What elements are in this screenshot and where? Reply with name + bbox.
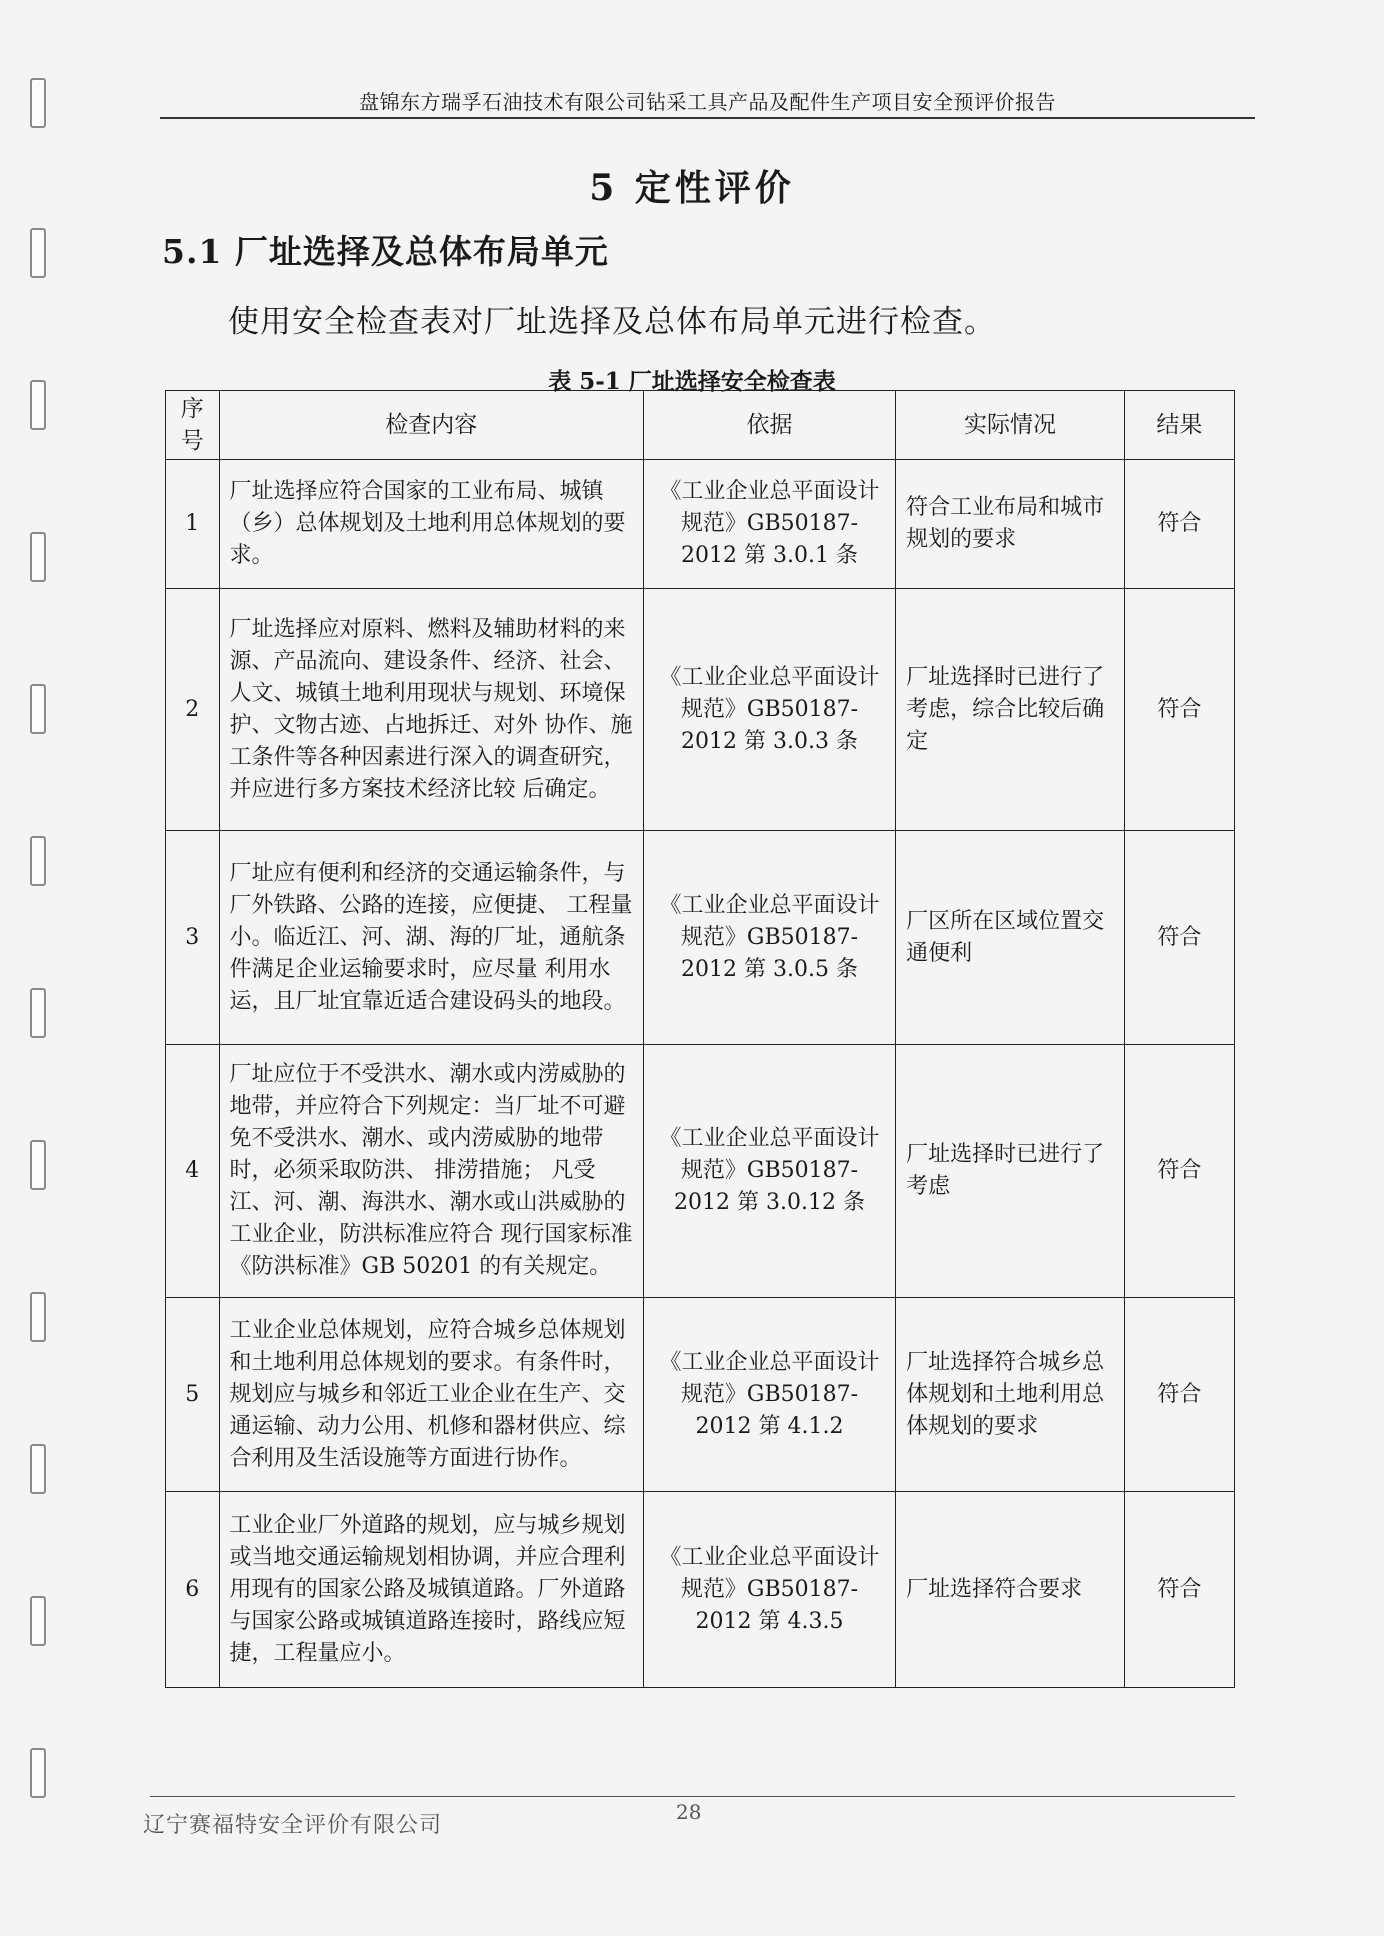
table-row <box>166 1492 1235 1688</box>
column-header-index: 序号 <box>166 391 220 460</box>
binder-hole-icon <box>30 1444 46 1494</box>
binder-hole-icon <box>30 228 46 278</box>
row-index: 6 <box>166 1492 220 1688</box>
check-result: 符合 <box>1124 589 1234 831</box>
page-number: 28 <box>676 1800 702 1824</box>
actual-situation: 厂址选择符合要求 <box>896 1492 1125 1688</box>
footer-company: 辽宁赛福特安全评价有限公司 <box>143 1813 443 1838</box>
check-result: 符合 <box>1124 460 1234 589</box>
actual-situation: 厂址选择时已进行了考虑，综合比较后确定 <box>896 589 1125 831</box>
row-index: 4 <box>166 1045 220 1298</box>
check-result: 符合 <box>1124 831 1234 1045</box>
table-row <box>166 831 1235 1045</box>
check-content: 厂址选择应对原料、燃料及辅助材料的来源、产品流向、建设条件、经济、社会、人文、城镇土地利用现状与规划、环境保护、文物古迹、占地拆迁、对外 协作、施工条件等各种因素进行深入的调查研究，并应进行多方案技术经济比较 后确定。 <box>219 589 643 831</box>
binder-hole-icon <box>30 532 46 582</box>
table-row <box>166 1298 1235 1492</box>
binder-hole-icon <box>30 988 46 1038</box>
check-basis: 《工业企业总平面设计规范》GB50187-2012 第 3.0.5 条 <box>643 831 895 1045</box>
header-divider <box>160 117 1255 119</box>
row-index: 1 <box>166 460 220 589</box>
check-basis: 《工业企业总平面设计规范》GB50187-2012 第 3.0.12 条 <box>643 1045 895 1298</box>
check-basis: 《工业企业总平面设计规范》GB50187-2012 第 4.3.5 <box>643 1492 895 1688</box>
binder-hole-icon <box>30 836 46 886</box>
binder-hole-icon <box>30 1140 46 1190</box>
binder-hole-icon <box>30 1748 46 1798</box>
column-header-actual: 实际情况 <box>896 391 1125 460</box>
chapter-title: 5 定性评价 <box>589 167 795 209</box>
table-row <box>166 460 1235 589</box>
actual-situation: 厂址选择符合城乡总体规划和土地利用总体规划的要求 <box>896 1298 1125 1492</box>
table-header-row <box>166 391 1235 460</box>
check-content: 厂址应位于不受洪水、潮水或内涝威胁的地带，并应符合下列规定：当厂址不可避免不受洪水、潮水、或内涝威胁的地带时，必须采取防洪、 排涝措施； 凡受江、河、潮、海洪水、潮水或山洪威胁的工业企业，防洪标准应符合 现行国家标准《防洪标准》GB 50201 的有关规定。 <box>219 1045 643 1298</box>
check-content: 工业企业总体规划，应符合城乡总体规划和土地利用总体规划的要求。有条件时，规划应与城乡和邻近工业企业在生产、交通运输、动力公用、机修和器材供应、综合利用及生活设施等方面进行协作。 <box>219 1298 643 1492</box>
row-index: 2 <box>166 589 220 831</box>
safety-checklist-table <box>165 390 1235 1688</box>
binder-hole-icon <box>30 78 46 128</box>
check-basis: 《工业企业总平面设计规范》GB50187-2012 第 3.0.1 条 <box>643 460 895 589</box>
check-result: 符合 <box>1124 1492 1234 1688</box>
actual-situation: 符合工业布局和城市规划的要求 <box>896 460 1125 589</box>
binder-hole-icon <box>30 684 46 734</box>
table-row <box>166 589 1235 831</box>
check-basis: 《工业企业总平面设计规范》GB50187-2012 第 4.1.2 <box>643 1298 895 1492</box>
column-header-content: 检查内容 <box>219 391 643 460</box>
actual-situation: 厂址选择时已进行了考虑 <box>896 1045 1125 1298</box>
column-header-result: 结果 <box>1124 391 1234 460</box>
actual-situation: 厂区所在区域位置交通便利 <box>896 831 1125 1045</box>
running-header: 盘锦东方瑞孚石油技术有限公司钻采工具产品及配件生产项目安全预评价报告 <box>359 90 1056 114</box>
row-index: 3 <box>166 831 220 1045</box>
check-basis: 《工业企业总平面设计规范》GB50187-2012 第 3.0.3 条 <box>643 589 895 831</box>
check-content: 厂址选择应符合国家的工业布局、城镇（乡）总体规划及土地利用总体规划的要求。 <box>219 460 643 589</box>
row-index: 5 <box>166 1298 220 1492</box>
check-content: 工业企业厂外道路的规划，应与城乡规划或当地交通运输规划相协调，并应合理利用现有的国家公路及城镇道路。厂外道路与国家公路或城镇道路连接时，路线应短捷，工程量应小。 <box>219 1492 643 1688</box>
binder-hole-icon <box>30 1596 46 1646</box>
table-caption: 表 5-1 厂址选择安全检查表 <box>548 368 836 395</box>
column-header-basis: 依据 <box>643 391 895 460</box>
binder-hole-icon <box>30 1292 46 1342</box>
check-content: 厂址应有便利和经济的交通运输条件，与厂外铁路、公路的连接，应便捷、 工程量小。临近江、河、湖、海的厂址，通航条件满足企业运输要求时，应尽量 利用水运，且厂址宜靠近适合建设码头的地段。 <box>219 831 643 1045</box>
check-result: 符合 <box>1124 1298 1234 1492</box>
intro-paragraph: 使用安全检查表对厂址选择及总体布局单元进行检查。 <box>228 304 996 340</box>
section-title: 5.1 厂址选择及总体布局单元 <box>162 232 609 271</box>
check-result: 符合 <box>1124 1045 1234 1298</box>
footer-divider <box>150 1796 1235 1797</box>
table-row <box>166 1045 1235 1298</box>
